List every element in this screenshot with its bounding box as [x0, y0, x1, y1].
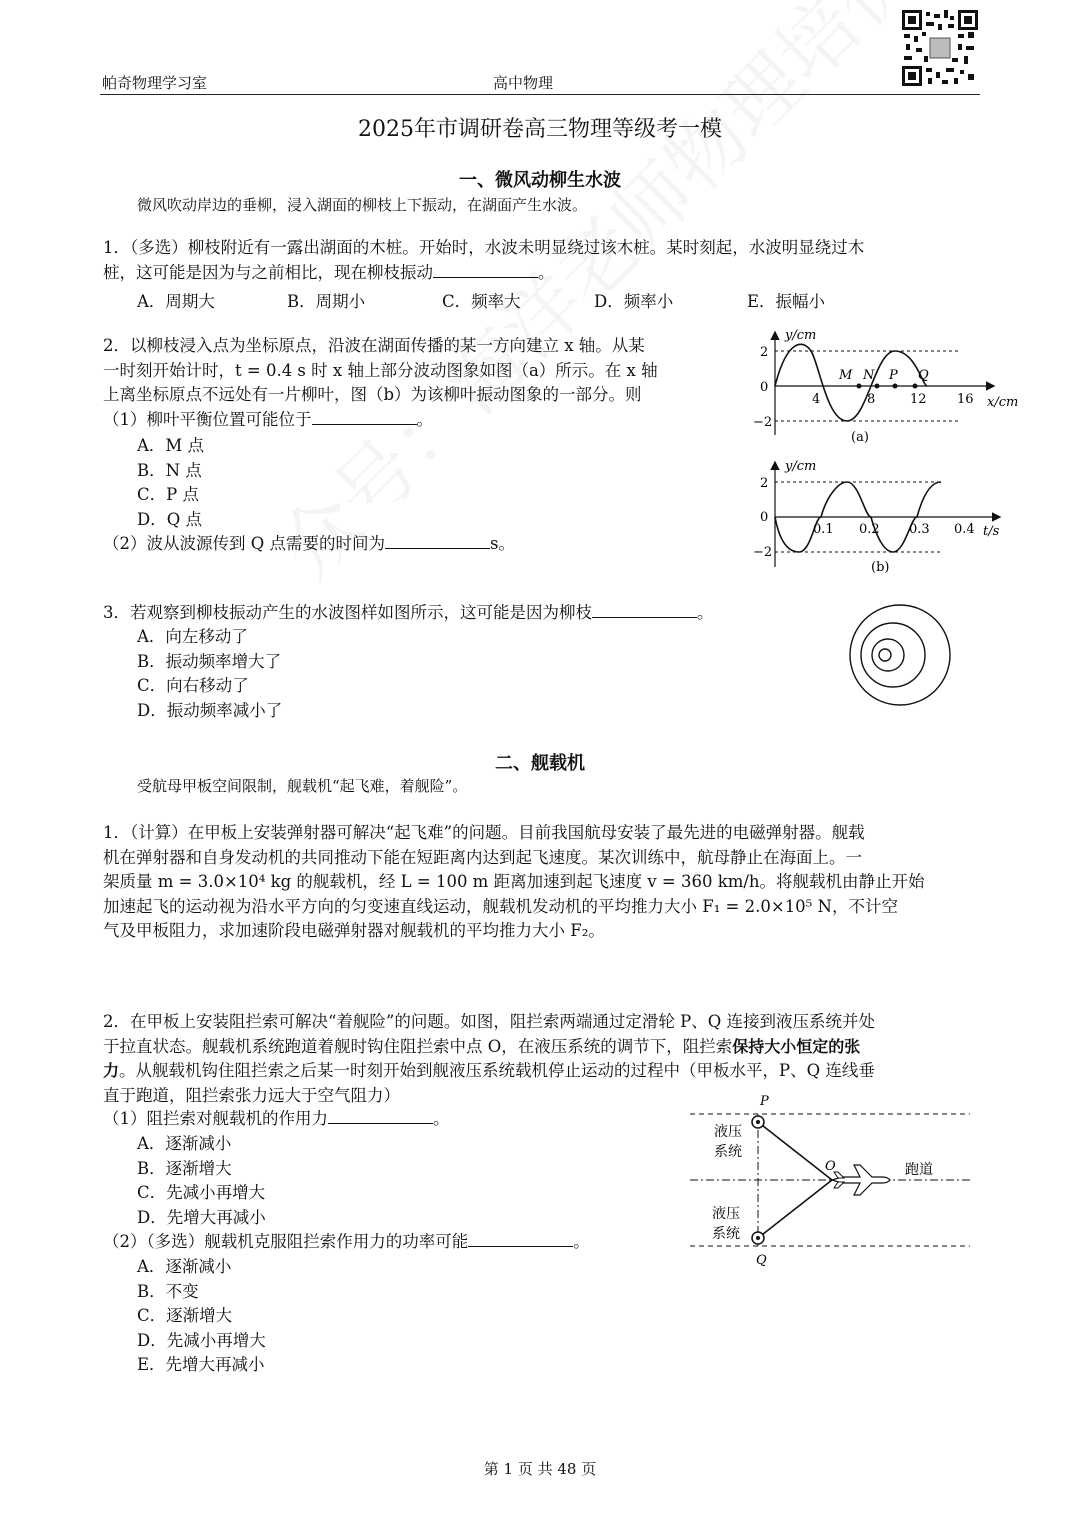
option[interactable]: C．逐渐增大: [137, 1306, 233, 1326]
figure-b-vibration-graph: [755, 455, 1025, 580]
section1-intro: 微风吹动岸边的垂柳，浸入湖面的柳枝上下振动，在湖面产生水波。: [137, 196, 588, 214]
x-tick: 16: [957, 392, 974, 407]
arresting-cable-figure: [690, 1092, 975, 1272]
option[interactable]: D．先增大再减小: [137, 1207, 266, 1227]
s2-q2-options1: [137, 1132, 266, 1230]
option[interactable]: E．先增大再减小: [137, 1355, 265, 1375]
x-axis-label: x/cm: [987, 395, 1019, 410]
section1-heading: 一、微风动柳生水波: [459, 170, 621, 191]
option[interactable]: B．N 点: [137, 460, 202, 480]
s1-q2: 2．以柳枝浸入点为坐标原点，沿波在湖面传播的某一方向建立 x 轴。从某 一时刻开始计时，t = 0.4 s 时 x 轴上部分波动图象如图（a）所示。在 x 轴 上离坐标原点不远处有一片柳叶，图（b）为该柳叶振动图象的一部分。则: [103, 336, 658, 405]
section2-intro: 受航母甲板空间限制，舰载机“起飞难，着舰险”。: [137, 777, 468, 795]
hydraulic-label: 系统: [714, 1144, 742, 1160]
s1-q2-options: [137, 434, 204, 532]
label-N: N: [863, 368, 875, 383]
option[interactable]: B．不变: [137, 1281, 199, 1301]
option[interactable]: C．频率大: [442, 292, 521, 311]
option[interactable]: B．逐渐增大: [137, 1158, 232, 1178]
page-footer: 第 1 页 共 48 页: [483, 1460, 597, 1478]
x-tick: 0.1: [813, 522, 834, 537]
figure-a-wave-graph: [755, 325, 1025, 445]
point-N: [875, 384, 880, 389]
s2-q2: 2．在甲板上安装阻拦索可解决“着舰险”的问题。如图，阻拦索两端通过定滑轮 P、Q 连接到液压系统并处 于拉直状态。舰载机系统跑道着舰时钩住阻拦索中点 O，在液压系统的调节下，阻拦索保持大小恒定的张 力。从舰载机钩住阻拦索之后某一时刻开始到舰液压系统载机停止运动的过程中（甲板水平，P、Q 连线垂 直于跑道，阻拦索张力远大于空气阻力）: [103, 1012, 875, 1105]
answer-blank[interactable]: [312, 408, 417, 425]
header-left: 帕奇物理学习室: [102, 74, 208, 92]
option[interactable]: B．周期小: [287, 292, 366, 311]
point-Q: [913, 384, 918, 389]
label-M: M: [839, 368, 853, 383]
option[interactable]: D．频率小: [594, 292, 674, 311]
label-P: P: [889, 368, 898, 383]
x-tick: 0.3: [909, 522, 930, 537]
qr-code: [902, 10, 978, 86]
y-tick: 0: [760, 380, 769, 395]
x-axis-label: t/s: [983, 524, 1000, 539]
label-Q: Q: [756, 1253, 767, 1268]
page-title: 2025年市调研卷高三物理等级考一模: [358, 117, 722, 142]
hydraulic-label: 液压: [712, 1206, 740, 1222]
airplane-icon: [832, 1165, 890, 1195]
s2-q2-options2: [137, 1255, 266, 1378]
s1-q1: 1．（多选）柳枝附近有一露出湖面的木桩。开始时，水波未明显绕过该木桩。某时刻起，水波明显绕过木 桩，这可能是因为与之前相比，现在柳枝振动 。: [103, 238, 865, 282]
s1-q3: 3．若观察到柳枝振动产生的水波图样如图所示，这可能是因为柳枝 。: [103, 603, 714, 622]
option[interactable]: A．逐渐减小: [137, 1134, 232, 1153]
y-axis-label: y/cm: [785, 328, 817, 343]
option[interactable]: A．向左移动了: [137, 627, 248, 646]
x-tick: 0.2: [859, 522, 880, 537]
x-tick: 4: [812, 392, 821, 407]
s2-q2-sub1: （1）阻拦索对舰载机的作用力 。: [103, 1109, 450, 1128]
option[interactable]: A．M 点: [137, 436, 205, 455]
answer-blank[interactable]: [328, 1107, 433, 1124]
x-tick: 8: [867, 392, 876, 407]
y-tick: −2: [753, 415, 773, 430]
x-tick: 12: [910, 392, 927, 407]
s1-q3-options: [137, 625, 282, 723]
answer-blank[interactable]: [385, 532, 490, 549]
s2-q2-sub2: （2）（多选）舰载机克服阻拦索作用力的功率可能 。: [103, 1232, 590, 1251]
s1-q2-sub2: （2）波从波源传到 Q 点需要的时间为 s。: [103, 534, 515, 553]
option[interactable]: D．先减小再增大: [137, 1330, 266, 1350]
option[interactable]: C．先减小再增大: [137, 1183, 266, 1203]
s1-q2-sub1: （1）柳叶平衡位置可能位于 。: [103, 410, 433, 429]
label-Q: Q: [918, 368, 929, 383]
point-P: [893, 384, 898, 389]
option[interactable]: D．Q 点: [137, 509, 203, 529]
y-tick: 2: [760, 476, 769, 491]
option[interactable]: D．振动频率减小了: [137, 700, 283, 720]
circular-wave-figure: [845, 600, 955, 710]
caption-b: (b): [871, 560, 890, 575]
answer-blank[interactable]: [433, 261, 538, 278]
point-M: [857, 384, 862, 389]
y-tick: −2: [753, 545, 773, 560]
answer-blank[interactable]: [592, 601, 697, 618]
option[interactable]: B．振动频率增大了: [137, 651, 282, 671]
s2-q1: 1．（计算）在甲板上安装弹射器可解决“起飞难”的问题。目前我国航母安装了最先进的电磁弹射器。舰载 机在弹射器和自身发动机的共同推动下能在短距离内达到起飞速度。某次训练中，航母静止在海面上。一 架质量 m = 3.0×10⁴ kg 的舰载机，经 L = 100 m 距离加速到起飞速度 v = 360 km/h。将舰载机由静止开始 加速起飞的运动视为沿水平方向的匀变速直线运动，舰载机发动机的平均推力大小 F₁ = 2.0×10⁵ N，不计空 气及甲板阻力，求加速阶段电磁弹射器对舰载机的平均推力大小 F₂。: [103, 823, 925, 941]
label-P: P: [760, 1094, 769, 1109]
answer-blank[interactable]: [468, 1230, 573, 1247]
option[interactable]: C．P 点: [137, 485, 199, 505]
x-tick: 0.4: [954, 522, 975, 537]
option[interactable]: E．振幅小: [747, 292, 826, 311]
hydraulic-label: 系统: [712, 1226, 740, 1242]
option[interactable]: A．周期大: [137, 292, 215, 311]
hydraulic-label: 液压: [714, 1124, 742, 1140]
option[interactable]: C．向右移动了: [137, 676, 249, 696]
option[interactable]: A．逐渐减小: [137, 1257, 232, 1276]
runway-label: 跑道: [905, 1162, 933, 1178]
header-rule: [100, 94, 980, 95]
section2-heading: 二、舰载机: [495, 753, 585, 774]
label-O: O: [825, 1159, 836, 1174]
y-axis-label: y/cm: [785, 459, 817, 474]
y-tick: 2: [760, 345, 769, 360]
header-center: 高中物理: [493, 74, 554, 92]
caption-a: (a): [851, 430, 869, 445]
y-tick: 0: [760, 510, 769, 525]
